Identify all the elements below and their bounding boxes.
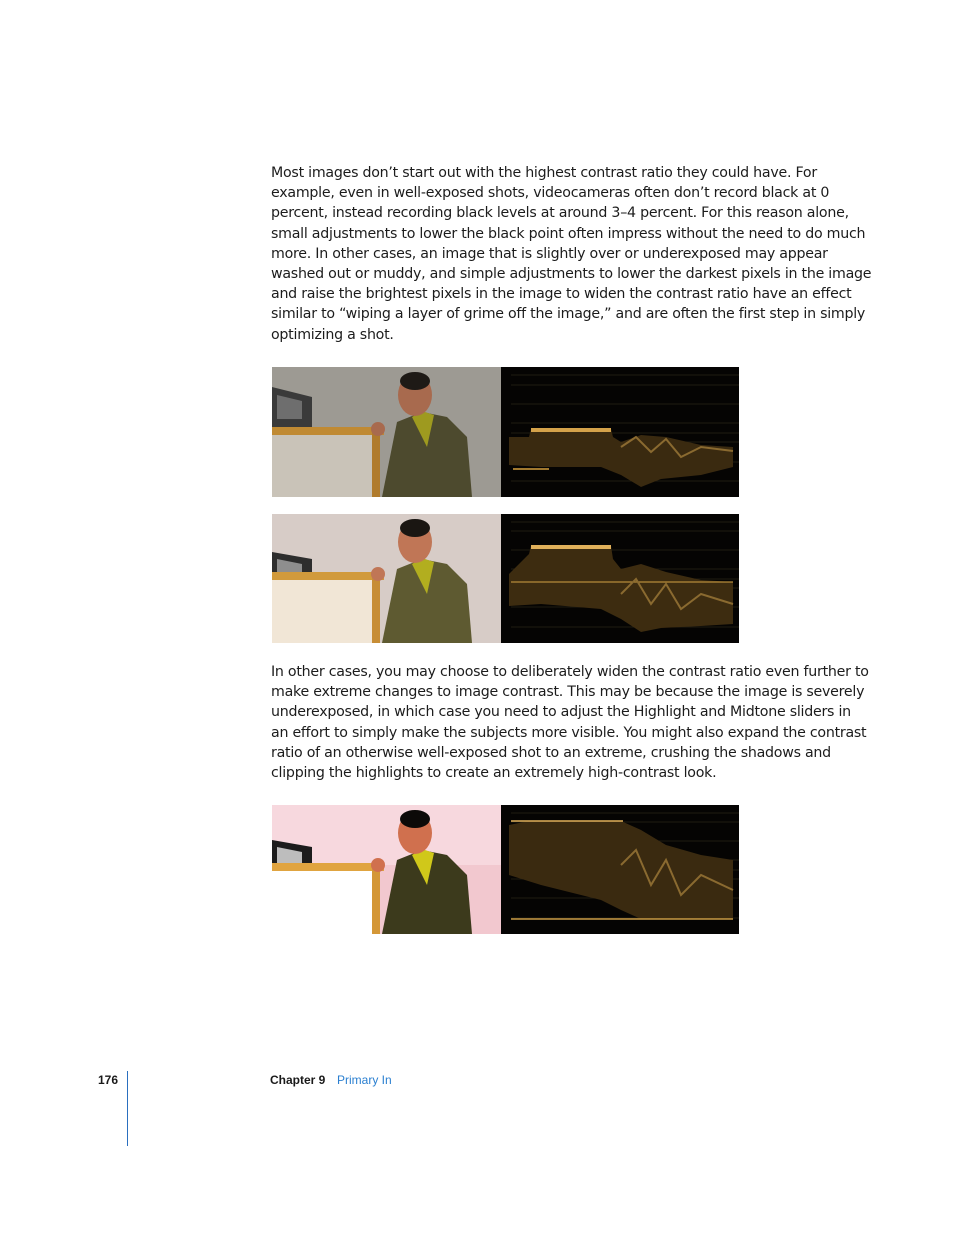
paragraph-line: more. In other cases, an image that is slightly over or underexposed may appear [271, 245, 828, 262]
video-still-image [272, 514, 501, 643]
paragraph-line: similar to “wiping a layer of grime off the image,” and are often the first step in simply [271, 306, 866, 323]
paragraph-line: optimizing a shot. [271, 326, 394, 343]
paragraph-line: example, even in well-exposed shots, videocameras often don’t record black at 0 [271, 185, 830, 202]
paragraph-line: make extreme changes to image contrast. This may be because the image is severely [271, 684, 865, 701]
video-still-image [272, 367, 501, 497]
paragraph-line: underexposed, in which case you need to adjust the Highlight and Midtone sliders in [271, 704, 851, 721]
figure-original-shot [272, 367, 739, 497]
figure-adjusted-shot [272, 514, 739, 643]
waveform-monitor [501, 514, 739, 643]
paragraph-line: In other cases, you may choose to deliberately widen the contrast ratio even further to [271, 664, 869, 680]
video-still-image [272, 805, 501, 934]
waveform-monitor [501, 805, 739, 934]
chapter-label: Chapter 9 [270, 1073, 326, 1087]
footer-rule [127, 1071, 128, 1146]
figure-high-contrast-shot [272, 805, 739, 934]
paragraph-line: an effort to simply make the subjects more visible. You might also expand the contrast [271, 724, 867, 741]
body-paragraph-2 [271, 662, 869, 783]
waveform-monitor [501, 367, 739, 497]
body-paragraph-1 [271, 163, 872, 345]
page-number: 176 [98, 1073, 119, 1087]
paragraph-line: small adjustments to lower the black point often impress without the need to do much [271, 225, 866, 242]
paragraph-line: and raise the brightest pixels in the image to widen the contrast ratio have an effect [271, 286, 852, 303]
paragraph-line: percent, instead recording black levels at around 3–4 percent. For this reason alone, [271, 205, 849, 222]
paragraph-line: washed out or muddy, and simple adjustments to lower the darkest pixels in the image [271, 266, 872, 283]
paragraph-line: Most images don’t start out with the highest contrast ratio they could have. For [271, 165, 817, 181]
paragraph-line: ratio of an otherwise well-exposed shot to an extreme, crushing the shadows and [271, 744, 831, 761]
chapter-title-link[interactable]: Primary In [337, 1073, 392, 1087]
paragraph-line: clipping the highlights to create an extremely high-contrast look. [271, 765, 717, 782]
